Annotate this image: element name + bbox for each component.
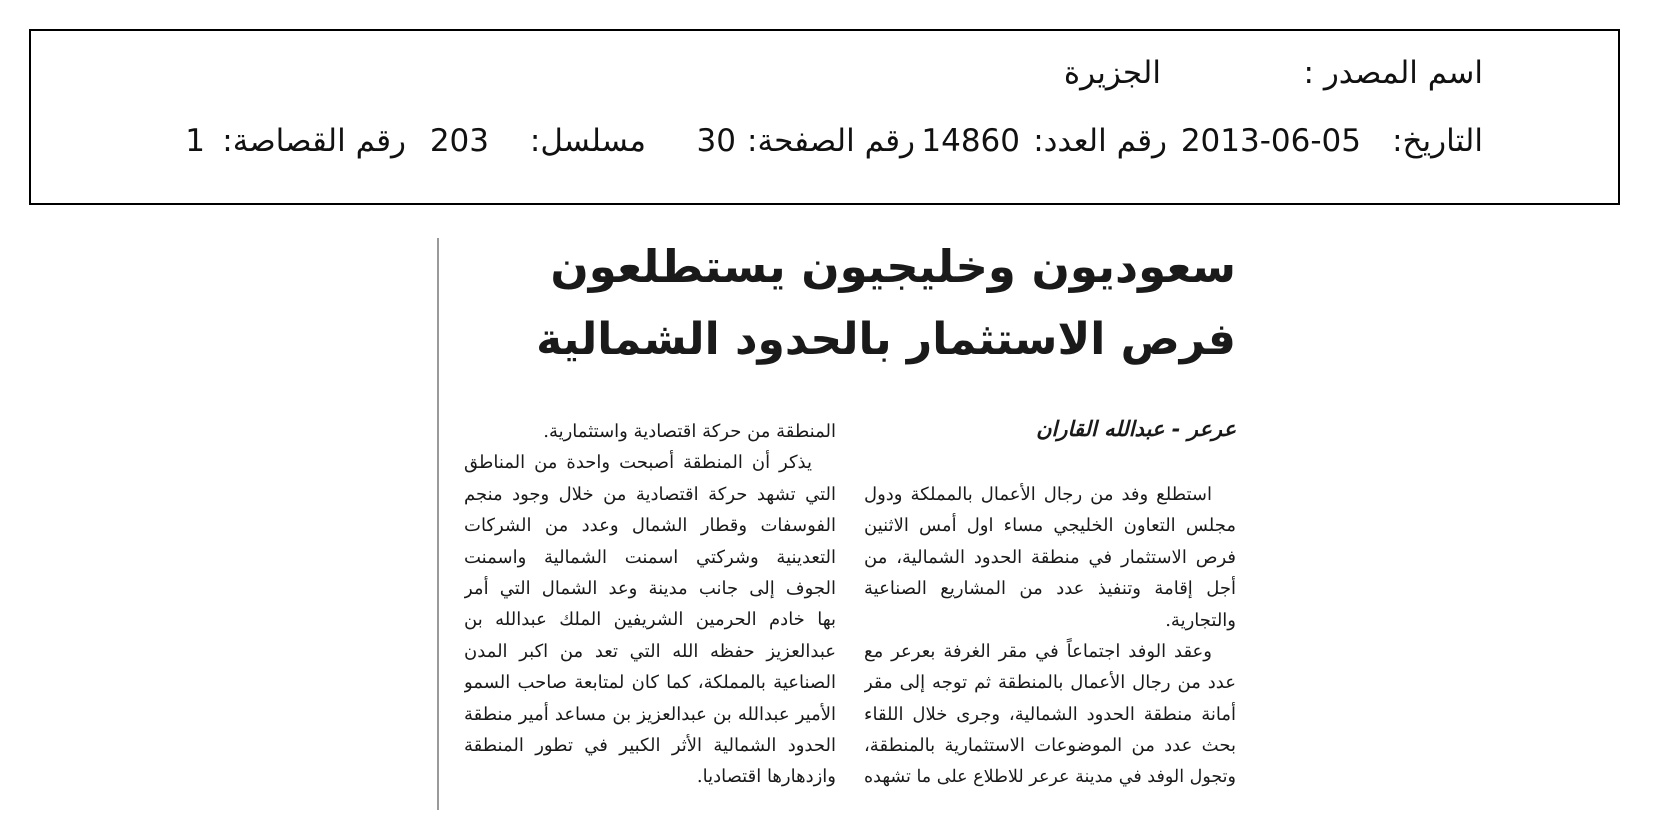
- text-line: أجل إقامة وتنفيذ عدد من المشاريع الصناعية: [864, 578, 1236, 600]
- text-line: يذكر أن المنطقة أصبحت واحدة من المناطق: [464, 452, 812, 474]
- text-line: عبدالعزيز حفظه الله التي تعد من اكبر المدن: [464, 640, 836, 662]
- headline-line-1: سعوديون وخليجيون يستطلعون: [550, 240, 1236, 293]
- headline-line-2: فرص الاستثمار بالحدود الشمالية: [536, 314, 1236, 365]
- issue-value: 14860: [921, 123, 1020, 159]
- text-line: والتجارية.: [1165, 609, 1236, 631]
- text-line: الحدود الشمالية الأثر الكبير في تطور المنطقة: [464, 734, 836, 756]
- issue-label: رقم العدد:: [1033, 123, 1167, 159]
- text-line: الصناعية بالمملكة، كما كان لمتابعة صاحب السمو: [464, 672, 836, 694]
- article-column-right: [864, 479, 1236, 793]
- byline: عرعر - عبدالله القاران: [1036, 417, 1236, 441]
- text-line: الفوسفات وقطار الشمال وعدد من الشركات: [464, 515, 836, 537]
- text-line: وازدهارها اقتصاديا.: [696, 766, 836, 788]
- serial-label: مسلسل:: [529, 123, 646, 159]
- clip-label: رقم القصاصة:: [222, 123, 406, 159]
- text-line: استطلع وفد من رجال الأعمال بالمملكة ودول: [864, 484, 1212, 505]
- text-line: بحث عدد من الموضوعات الاستثمارية بالمنطقة،: [864, 735, 1236, 757]
- source-label: اسم المصدر :: [1303, 55, 1483, 91]
- serial-value: 203: [429, 123, 489, 159]
- text-line: عدد من رجال الأعمال بالمنطقة ثم توجه إلى مقر: [864, 672, 1236, 694]
- clip-value: 1: [185, 123, 205, 159]
- column-divider: [437, 238, 439, 810]
- text-line: مجلس التعاون الخليجي مساء اول أمس الاثنين: [864, 515, 1236, 537]
- text-line: الجوف إلى جانب مدينة وعد الشمال التي أمر: [464, 577, 836, 599]
- text-line: وعقد الوفد اجتماعاً في مقر الغرفة بعرعر مع: [864, 640, 1212, 662]
- text-line: التي تشهد حركة اقتصادية من خلال وجود منجم: [464, 483, 836, 505]
- page-label: رقم الصفحة:: [747, 123, 915, 159]
- text-line: التعدينية وشركتي اسمنت الشمالية واسمنت: [464, 546, 836, 568]
- text-line: وتجول الوفد في مدينة عرعر للاطلاع على ما تشهده: [864, 766, 1236, 787]
- text-line: الأمير عبدالله بن عبدالعزيز بن مساعد أمير منطقة: [464, 703, 836, 725]
- text-line: فرص الاستثمار في منطقة الحدود الشمالية، من: [864, 546, 1236, 568]
- text-line: بها خادم الحرمين الشريفين الملك عبدالله بن: [464, 609, 836, 631]
- text-line: أمانة منطقة الحدود الشمالية، وجرى خلال اللقاء: [864, 703, 1236, 725]
- source-value: الجزيرة: [1063, 55, 1161, 91]
- page-value: 30: [696, 123, 736, 159]
- article-column-left: [464, 416, 836, 793]
- text-line: المنطقة من حركة اقتصادية واستثمارية.: [543, 421, 836, 442]
- date-value: 2013-06-05: [1180, 123, 1361, 159]
- date-label: التاريخ:: [1392, 123, 1483, 159]
